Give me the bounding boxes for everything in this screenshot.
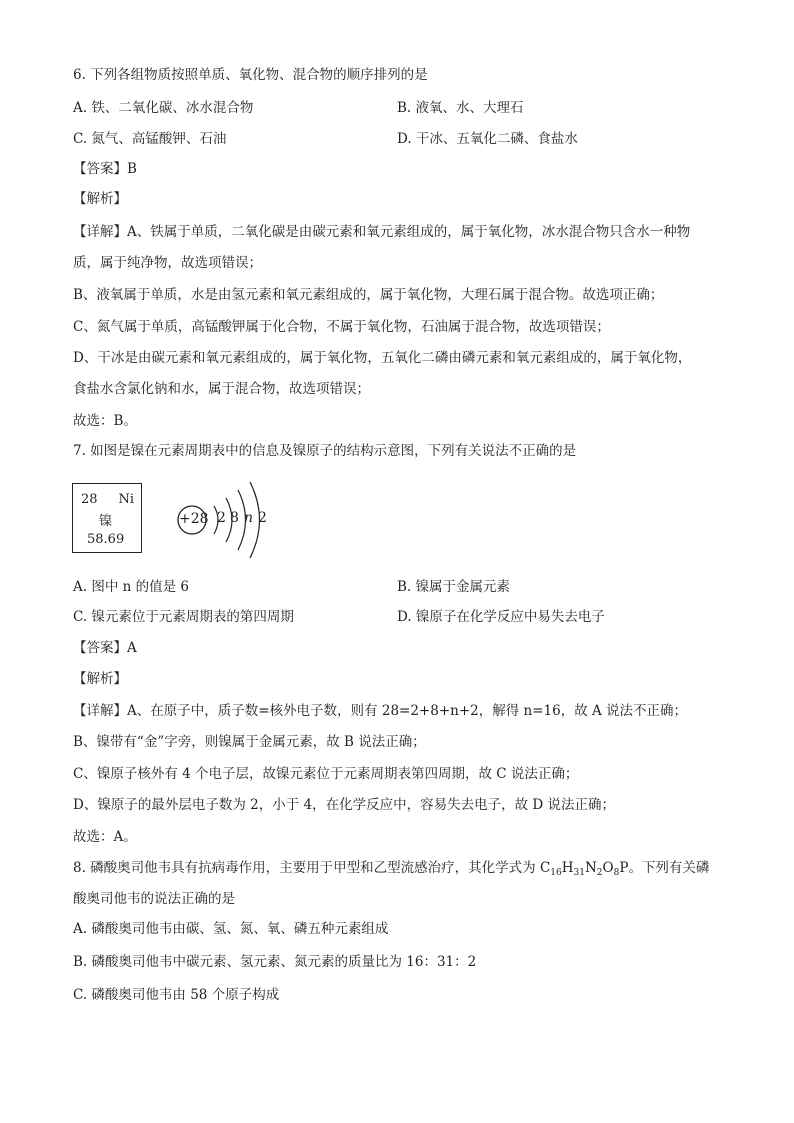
q8-option-c: C. 磷酸奥司他韦由 58 个原子构成 — [73, 987, 280, 1003]
formula-p: P — [619, 860, 629, 876]
q6-option-c: C. 氮气、高锰酸钾、石油 — [73, 131, 227, 147]
q7-option-d: D. 镍原子在化学反应中易失去电子 — [397, 609, 605, 625]
q7-answer — [73, 639, 137, 657]
formula-h-count: 31 — [573, 868, 585, 878]
q8-stem-text-b: 。下列有关磷 — [628, 860, 710, 876]
q6-detail-tag: 【详解】 — [73, 224, 127, 240]
q8-stem-line-2: 酸奥司他韦的说法正确的是 — [73, 891, 235, 907]
q7-answer-value: A — [127, 640, 137, 656]
q6-detail-line-4: D、干冰是由碳元素和氧元素组成的，属于氧化物，五氧化二磷由磷元素和氧元素组成的，属于氧化物， — [73, 350, 692, 366]
q6-option-d: D. 干冰、五氧化二磷、食盐水 — [397, 131, 578, 147]
element-name: 镍 — [99, 514, 113, 529]
atom-structure-diagram — [170, 470, 280, 570]
q6-detail-line-1: 质，属于纯净物，故选项错误； — [73, 255, 262, 271]
formula-h: H — [561, 860, 574, 876]
q8-stem-line-1 — [73, 859, 709, 877]
q6-detail-line-3: C、氮气属于单质，高锰酸钾属于化合物，不属于氧化物，石油属于混合物，故选项错误； — [73, 319, 610, 335]
atomic-number: 28 — [81, 492, 98, 507]
q7-stem: 7. 如图是镍在元素周期表中的信息及镍原子的结构示意图，下列有关说法不正确的是 — [73, 443, 577, 459]
q6-detail-line-2: B、液氧属于单质，水是由氢元素和氧元素组成的，属于氧化物，大理石属于混合物。故选项正确； — [73, 287, 664, 303]
q6-analysis-tag: 【解析】 — [73, 191, 127, 207]
q6-answer — [73, 160, 137, 178]
q8-option-b: B. 磷酸奥司他韦中碳元素、氢元素、氮元素的质量比为 16：31：2 — [73, 954, 477, 970]
q7-option-a: A. 图中 n 的值是 6 — [73, 579, 189, 595]
formula-o-count: 8 — [613, 868, 620, 878]
shell-3-electrons: n — [244, 510, 254, 526]
formula-n: N — [584, 860, 597, 876]
element-cell-nickel — [72, 483, 142, 553]
q6-detail-text-0: A、铁属于单质，二氧化碳是由碳元素和氧元素组成的，属于氧化物，冰水混合物只含水一种物 — [127, 224, 691, 240]
q6-conclusion: 故选：B。 — [73, 413, 137, 429]
atomic-mass: 58.69 — [87, 532, 125, 547]
q6-option-b: B. 液氧、水、大理石 — [397, 100, 524, 116]
shell-4-electrons: 2 — [258, 510, 267, 526]
q7-detail-line-2: C、镍原子核外有 4 个电子层，故镍元素位于元素周期表第四周期，故 C 说法正确； — [73, 766, 579, 782]
q8-option-a: A. 磷酸奥司他韦由碳、氢、氮、氧、磷五种元素组成 — [73, 921, 389, 937]
q6-option-a: A. 铁、二氧化碳、冰水混合物 — [73, 100, 254, 116]
element-symbol: Ni — [118, 492, 134, 507]
q6-answer-value: B — [127, 161, 137, 177]
nucleus-charge: +28 — [179, 511, 209, 527]
q7-option-c: C. 镍元素位于元素周期表的第四周期 — [73, 609, 294, 625]
q7-detail-text-0: A、在原子中，质子数=核外电子数，则有 28=2+8+n+2，解得 n=16，故 A 说法不正确； — [127, 703, 688, 719]
q7-analysis-tag: 【解析】 — [73, 671, 127, 687]
shell-2-electrons: 8 — [230, 510, 239, 526]
q7-conclusion: 故选：A。 — [73, 829, 137, 845]
q6-detail-line-0 — [73, 223, 690, 241]
q7-detail-line-1: B、镍带有“金”字旁，则镍属于金属元素，故 B 说法正确； — [73, 734, 426, 750]
q8-stem-text-a: 8. 磷酸奥司他韦具有抗病毒作用，主要用于甲型和乙型流感治疗，其化学式为 C — [73, 860, 551, 876]
q7-detail-tag: 【详解】 — [73, 703, 127, 719]
q6-detail-line-5: 食盐水含氯化钠和水，属于混合物，故选项错误； — [73, 381, 370, 397]
shell-1-electrons: 2 — [217, 510, 226, 526]
formula-c-count: 16 — [550, 868, 562, 878]
formula-o: O — [602, 860, 614, 876]
q6-stem: 6. 下列各组物质按照单质、氧化物、混合物的顺序排列的是 — [73, 67, 428, 83]
q7-answer-tag: 【答案】 — [73, 640, 127, 656]
formula-n-count: 2 — [596, 868, 603, 878]
q7-detail-line-3: D、镍原子的最外层电子数为 2，小于 4，在化学反应中，容易失去电子，故 D 说法正确； — [73, 797, 615, 813]
q7-detail-line-0 — [73, 702, 687, 720]
q7-option-b: B. 镍属于金属元素 — [397, 579, 511, 595]
q6-answer-tag: 【答案】 — [73, 161, 127, 177]
